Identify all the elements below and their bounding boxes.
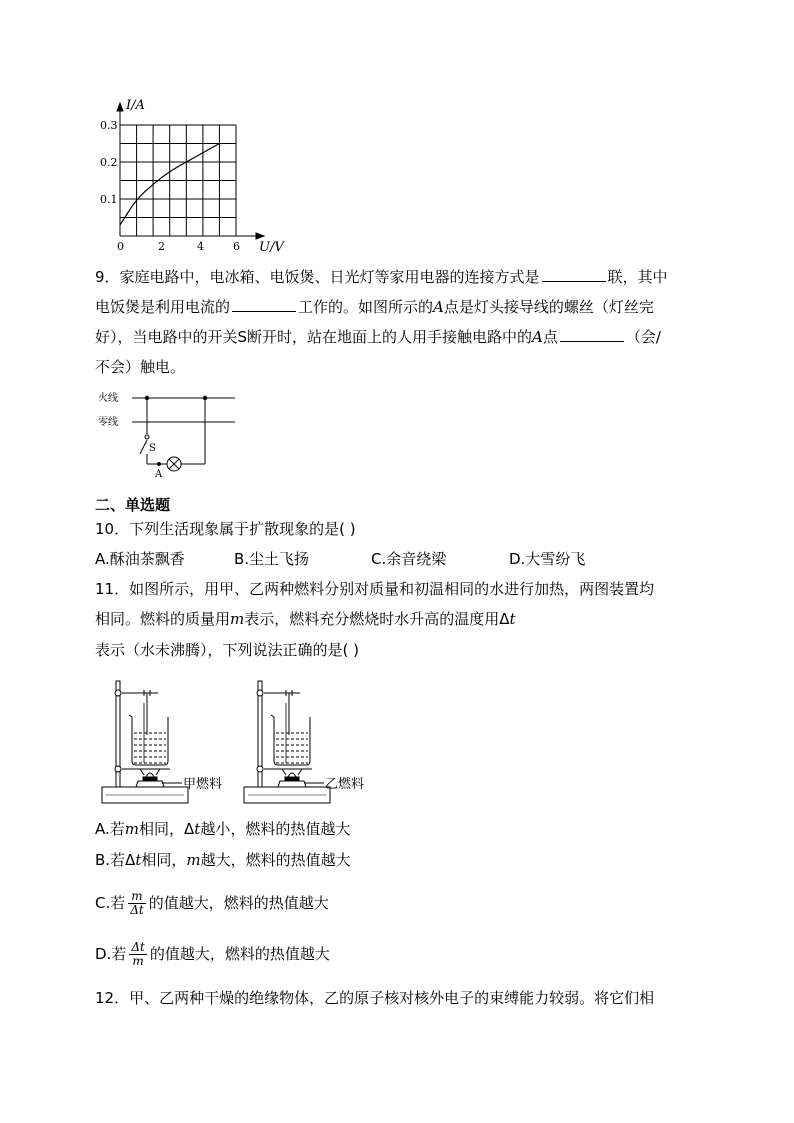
q10-option-b[interactable]: B.尘土飞扬 — [234, 550, 310, 568]
circuit-diagram — [95, 388, 245, 480]
fraction-dt-over-m: $\frac{\Delta t}{m}$ — [131, 940, 145, 968]
y-tick-label: 0.3 — [100, 119, 118, 132]
q11-line-2: 相同。燃料的质量用m表示，燃料充分燃烧时水升高的温度用Δt — [95, 610, 516, 628]
q10-stem: 10．下列生活现象属于扩散现象的是( ) — [95, 520, 356, 538]
x-tick-label: 4 — [197, 240, 204, 253]
y-axis-label: I/A — [126, 98, 145, 113]
fraction-m-over-dt: $\frac{m}{\Delta t}$ — [130, 889, 144, 917]
apparatus-fuel-a — [100, 673, 240, 808]
q9-line-2: 电饭煲是利用电流的 工作的。如图所示的A点是灯头接导线的螺丝（灯丝完 — [95, 298, 654, 316]
q9-line-1: 9．家庭电路中，电冰箱、电饭煲、日光灯等家用电器的连接方式是 联，其中 — [95, 268, 668, 286]
graph-grid — [120, 125, 236, 236]
q10-option-c[interactable]: C.余音绕梁 — [371, 550, 447, 568]
fuel-b-label: 乙燃料 — [325, 777, 365, 792]
q9-line-4: 不会）触电。 — [95, 358, 186, 376]
y-tick-label: 0.2 — [100, 156, 118, 169]
q12-line-1: 12．甲、乙两种干燥的绝缘物体，乙的原子核对核外电子的束缚能力较弱。将它们相 — [95, 989, 655, 1007]
neutral-wire-label: 零线 — [98, 417, 118, 428]
switch-lever — [140, 440, 147, 454]
graph-axes — [117, 103, 264, 239]
x-tick-label: 2 — [158, 240, 165, 253]
q10-options — [95, 549, 695, 569]
point-a-dot — [157, 462, 161, 466]
live-wire-label: 火线 — [98, 393, 118, 404]
y-tick-label: 0.1 — [100, 193, 118, 206]
switch-label: S — [149, 443, 156, 454]
apparatus-fuel-b — [242, 673, 382, 808]
q11-option-b[interactable]: B.若Δt相同，m越大，燃料的热值越大 — [95, 851, 351, 869]
q9-blank-3[interactable] — [560, 327, 624, 342]
q10-option-a[interactable]: A.酥油茶飘香 — [95, 550, 185, 568]
q9-blank-1[interactable] — [542, 267, 606, 282]
q11-option-a[interactable]: A.若m相同，Δt越小，燃料的热值越大 — [95, 820, 351, 838]
point-a-label: A — [155, 469, 163, 480]
section-title: 二、单选题 — [95, 496, 171, 514]
q9-blank-2[interactable] — [232, 297, 296, 312]
q11-line-3: 表示（水未沸腾），下列说法正确的是( ) — [95, 641, 359, 659]
q11-option-c[interactable]: C.若 $\frac{m}{\Delta t}$ 的值越大，燃料的热值越大 — [95, 889, 329, 917]
x-axis-label: U/V — [259, 240, 284, 255]
x-tick-label: 0 — [117, 240, 124, 253]
q11-line-1: 11．如图所示，用甲、乙两种燃料分别对质量和初温相同的水进行加热，两图装置均 — [95, 580, 655, 598]
q10-option-d[interactable]: D.大雪纷飞 — [509, 550, 586, 568]
q9-line-3: 好），当电路中的开关S断开时，站在地面上的人用手接触电路中的A点 （会/ — [95, 328, 661, 346]
iu-graph — [95, 95, 295, 255]
fuel-a-label: 甲燃料 — [183, 777, 223, 792]
q11-option-d[interactable]: D.若 $\frac{\Delta t}{m}$ 的值越大，燃料的热值越大 — [95, 940, 330, 968]
x-tick-label: 6 — [233, 240, 240, 253]
